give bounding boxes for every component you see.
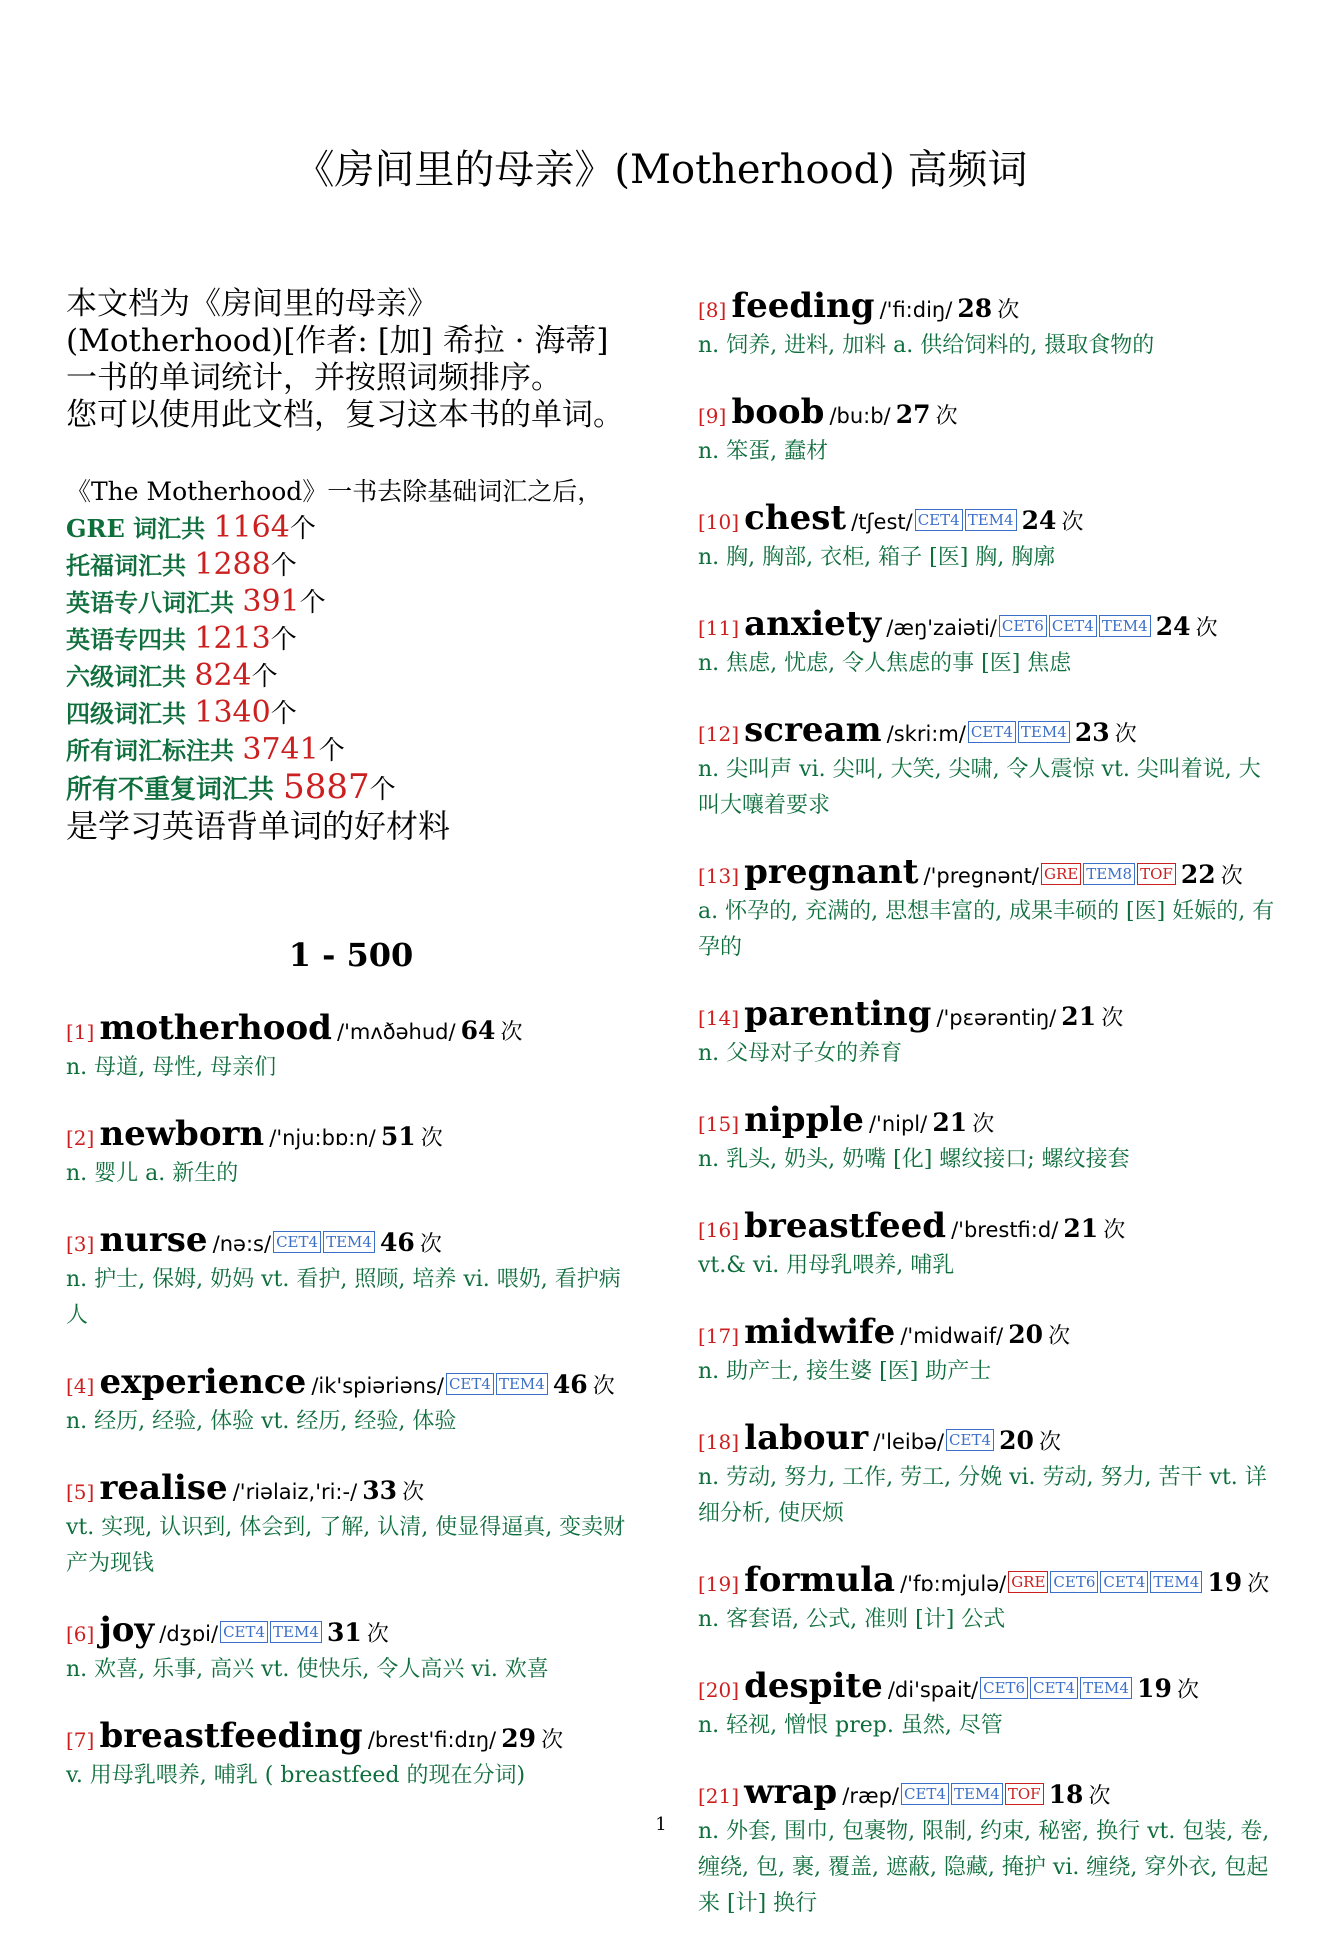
exam-tag: TEM4: [270, 1621, 322, 1643]
stats-count: 824: [194, 658, 252, 693]
entry-definition: vt. 实现, 认识到, 体会到, 了解, 认清, 使显得逼真, 变卖财产为现钱: [66, 1515, 626, 1576]
word-entry: [698, 1100, 1278, 1178]
right-column: [698, 286, 1278, 1950]
stats-label: 四级词汇: [66, 699, 162, 728]
entry-index: [17]: [698, 1324, 740, 1348]
entry-count-unit: 次: [366, 1622, 389, 1647]
exam-tag: CET4: [946, 1429, 994, 1451]
entry-word: motherhood: [99, 1008, 332, 1048]
entry-index: [5]: [66, 1480, 95, 1504]
entry-head: [698, 604, 1278, 644]
word-entry: [66, 1008, 636, 1086]
entry-definition: n. 乳头, 奶头, 奶嘴 [化] 螺纹接口; 螺纹接套: [698, 1147, 1130, 1172]
entry-head: [698, 1100, 1278, 1140]
exam-tag: TOF: [1137, 863, 1176, 885]
exam-tag: CET4: [915, 509, 963, 531]
word-entry: [698, 994, 1278, 1072]
entry-count: 19: [1137, 1674, 1172, 1703]
entry-index: [15]: [698, 1112, 740, 1136]
entry-index: [10]: [698, 510, 740, 534]
stats-count: 5887: [283, 767, 370, 807]
entry-definition: v. 用母乳喂养, 哺乳 ( breastfeed 的现在分词): [66, 1763, 526, 1788]
word-entry: [698, 286, 1278, 364]
entry-count: 51: [380, 1122, 416, 1151]
stats-unit: 个: [289, 514, 316, 544]
entry-definition: n. 轻视, 憎恨 prep. 虽然, 尽管: [698, 1713, 1003, 1738]
entry-definition: n. 胸, 胸部, 衣柜, 箱子 [医] 胸, 胸廓: [698, 545, 1056, 570]
exam-tag: GRE: [1041, 863, 1081, 885]
stats-connector: 共: [210, 588, 243, 617]
entry-phonetic: /'leibə/: [873, 1430, 945, 1454]
stats-count: 1164: [213, 510, 290, 545]
exam-tag: TEM4: [1099, 615, 1151, 637]
entry-definition: n. 焦虑, 忧虑, 令人焦虑的事 [医] 焦虑: [698, 651, 1072, 676]
intro-text: [66, 286, 636, 434]
exam-tag: GRE: [1008, 1571, 1048, 1593]
entry-index: [8]: [698, 298, 727, 322]
word-entry: [698, 392, 1278, 470]
intro-line-1: 本文档为《房间里的母亲》(Motherhood)[作者: [加] 希拉 · 海蒂] 一书的单词统计，并按照词频排序。: [66, 286, 609, 396]
entry-head: [698, 1772, 1278, 1812]
section-heading: 1 - 500: [288, 936, 414, 974]
exam-tag: CET4: [220, 1621, 268, 1643]
page-number: 1: [655, 1814, 667, 1835]
entry-word: nurse: [99, 1220, 208, 1260]
entry-phonetic: /'riəlaiz,'ri:-/: [232, 1480, 358, 1504]
stats-row: [66, 769, 636, 808]
stats-unit: 个: [369, 775, 396, 805]
entry-index: [3]: [66, 1232, 95, 1256]
exam-tag: CET4: [1049, 615, 1097, 637]
entry-word: pregnant: [744, 852, 919, 892]
exam-tag: CET4: [446, 1373, 494, 1395]
entry-word: despite: [744, 1666, 883, 1706]
entry-word: experience: [99, 1362, 307, 1402]
exam-tag: CET4: [968, 721, 1016, 743]
entry-phonetic: /di'spait/: [887, 1678, 979, 1702]
word-entry: [66, 1114, 636, 1192]
entry-index: [7]: [66, 1728, 95, 1752]
entry-index: [12]: [698, 722, 740, 746]
entry-phonetic: /bu:b/: [829, 404, 891, 428]
entry-count-unit: 次: [500, 1020, 523, 1045]
entry-word: nipple: [744, 1100, 864, 1140]
entry-phonetic: /'fi:diŋ/: [879, 298, 953, 322]
entry-count: 19: [1207, 1568, 1243, 1597]
entry-head: [66, 1716, 636, 1756]
entry-word: joy: [99, 1610, 155, 1650]
word-entry: [66, 1362, 636, 1440]
entry-phonetic: /ik'spiəriəns/: [311, 1374, 444, 1398]
entry-index: [21]: [698, 1784, 740, 1808]
stats-count: 1340: [194, 695, 271, 730]
entry-head: [66, 1468, 636, 1508]
word-entry: [66, 1468, 636, 1582]
word-entry: [698, 852, 1278, 966]
entry-phonetic: /nə:s/: [212, 1232, 272, 1256]
entry-count: 23: [1074, 718, 1110, 747]
entry-count: 31: [327, 1618, 362, 1647]
stats-unit: 个: [251, 662, 278, 692]
stats-unit: 个: [270, 551, 297, 581]
entry-word: realise: [99, 1468, 228, 1508]
entry-phonetic: /'fɒ:mjulə/: [900, 1572, 1007, 1596]
entry-definition: n. 客套语, 公式, 准则 [计] 公式: [698, 1607, 1006, 1632]
entry-index: [9]: [698, 404, 727, 428]
entry-count-unit: 次: [1220, 864, 1243, 889]
entry-head: [66, 1114, 636, 1154]
entry-definition: vt.& vi. 用母乳喂养, 哺乳: [698, 1253, 955, 1278]
word-entry: [66, 1610, 636, 1688]
stats-label: 所有词汇标注: [66, 736, 210, 765]
stats-row: [66, 584, 636, 621]
entry-definition: n. 助产士, 接生婆 [医] 助产士: [698, 1359, 992, 1384]
entry-phonetic: /dʒɒi/: [159, 1622, 219, 1646]
entry-head: [698, 498, 1278, 538]
entry-head: [698, 1312, 1278, 1352]
exam-tag: TEM4: [951, 1783, 1003, 1805]
stats-label: 英语专四: [66, 625, 162, 654]
entry-count: 64: [460, 1016, 496, 1045]
entry-count-unit: 次: [1103, 1218, 1126, 1243]
word-entry: [698, 1666, 1278, 1744]
entry-count: 18: [1048, 1780, 1084, 1809]
word-entry: [66, 1220, 636, 1334]
entry-definition: n. 尖叫声 vi. 尖叫, 大笑, 尖啸, 令人震惊 vt. 尖叫着说, 大叫大嚷着要求: [698, 757, 1261, 818]
entry-count: 20: [999, 1426, 1034, 1455]
stats-label: 英语专八词汇: [66, 588, 210, 617]
stats-label: 所有不重复词汇: [66, 775, 249, 805]
exam-tag: TEM4: [1018, 721, 1070, 743]
exam-tag: CET6: [980, 1677, 1028, 1699]
stats-row: [66, 658, 636, 695]
stats-row: [66, 732, 636, 769]
entry-definition: a. 怀孕的, 充满的, 思想丰富的, 成果丰硕的 [医] 妊娠的, 有孕的: [698, 899, 1275, 960]
entry-head: [698, 852, 1278, 892]
exam-tag: TEM4: [1150, 1571, 1202, 1593]
entry-phonetic: /ræp/: [842, 1784, 899, 1808]
stats-connector: 共: [162, 551, 195, 580]
word-list-right: [698, 286, 1278, 1922]
stats-connector: 共: [162, 625, 195, 654]
page-title: 《房间里的母亲》(Motherhood) 高频词: [294, 147, 1028, 193]
entry-phonetic: /'pregnənt/: [923, 864, 1039, 888]
entry-word: parenting: [744, 994, 932, 1034]
entry-word: wrap: [744, 1772, 838, 1812]
word-entry: [698, 1772, 1278, 1922]
entry-count: 29: [501, 1724, 536, 1753]
entry-phonetic: /brest'fi:dɪŋ/: [367, 1728, 497, 1752]
entry-count: 20: [1008, 1320, 1044, 1349]
entry-phonetic: /'mʌðəhud/: [337, 1020, 456, 1044]
entry-count-unit: 次: [1114, 722, 1137, 747]
entry-count: 28: [957, 294, 993, 323]
word-list-left: [66, 1008, 636, 1794]
entry-head: [66, 1362, 636, 1402]
entry-head: [698, 1206, 1278, 1246]
entry-phonetic: /'midwaif/: [900, 1324, 1004, 1348]
entry-count: 24: [1155, 612, 1191, 641]
entry-word: feeding: [731, 286, 875, 326]
stats-connector: 共: [162, 662, 195, 691]
stats-connector: 共: [248, 775, 284, 805]
entry-word: scream: [744, 710, 882, 750]
stats-count: 1213: [194, 621, 271, 656]
entry-count: 33: [362, 1476, 398, 1505]
entry-word: midwife: [744, 1312, 896, 1352]
entry-phonetic: /'nju:bɒ:n/: [269, 1126, 376, 1150]
entry-word: formula: [744, 1560, 896, 1600]
entry-count-unit: 次: [1176, 1678, 1199, 1703]
entry-count-unit: 次: [972, 1112, 995, 1137]
entry-index: [19]: [698, 1572, 740, 1596]
word-entry: [698, 1206, 1278, 1284]
exam-tag: TEM4: [965, 509, 1017, 531]
word-entry: [698, 498, 1278, 576]
entry-definition: n. 笨蛋, 蠢材: [698, 439, 829, 464]
entry-count-unit: 次: [592, 1374, 615, 1399]
stats-row: [66, 510, 636, 547]
entry-index: [11]: [698, 616, 740, 640]
entry-index: [6]: [66, 1622, 95, 1646]
stats-connector: 共: [162, 699, 195, 728]
stats-connector: 共: [181, 514, 214, 543]
exam-tag: CET4: [901, 1783, 949, 1805]
entry-count-unit: 次: [1048, 1324, 1071, 1349]
exam-tag: CET4: [1100, 1571, 1148, 1593]
entry-index: [4]: [66, 1374, 95, 1398]
entry-index: [1]: [66, 1020, 95, 1044]
exam-tag: TEM8: [1083, 863, 1135, 885]
entry-word: boob: [731, 392, 825, 432]
intro-line-2: 您可以使用此文档，复习这本书的单词。: [66, 397, 624, 433]
exam-tag: TEM4: [1080, 1677, 1132, 1699]
entry-count: 21: [1063, 1214, 1099, 1243]
entry-phonetic: /'brestfi:d/: [951, 1218, 1059, 1242]
stats-count: 1288: [194, 547, 271, 582]
stats-unit: 个: [318, 736, 345, 766]
stats-row: [66, 695, 636, 732]
stats-row: [66, 547, 636, 584]
entry-count-unit: 次: [1101, 1006, 1124, 1031]
entry-phonetic: /skri:m/: [886, 722, 966, 746]
entry-head: [698, 392, 1278, 432]
entry-head: [698, 1666, 1278, 1706]
entry-count: 21: [932, 1108, 968, 1137]
stats-label: GRE 词汇: [66, 514, 182, 543]
entry-count-unit: 次: [1061, 510, 1084, 535]
stats-unit: 个: [299, 588, 326, 618]
entry-phonetic: /æŋ'zaiəti/: [886, 616, 997, 640]
left-column: [66, 286, 636, 1822]
entry-definition: n. 经历, 经验, 体验 vt. 经历, 经验, 体验: [66, 1409, 457, 1434]
entry-count: 24: [1021, 506, 1057, 535]
entry-index: [18]: [698, 1430, 740, 1454]
entry-count-unit: 次: [1195, 616, 1218, 641]
exam-tag: CET4: [273, 1231, 321, 1253]
entry-head: [698, 286, 1278, 326]
entry-head: [698, 710, 1278, 750]
stats-unit: 个: [270, 699, 297, 729]
word-entry: [66, 1716, 636, 1794]
entry-definition: n. 外套, 围巾, 包裹物, 限制, 约束, 秘密, 换行 vt. 包装, 卷, 缠绕, 包, 裹, 覆盖, 遮蔽, 隐藏, 掩护 vi. 缠绕, 穿外衣, 包起来 [计] 换行: [698, 1819, 1270, 1916]
exam-tag: TEM4: [496, 1373, 548, 1395]
word-entry: [698, 710, 1278, 824]
stats-row: [66, 621, 636, 658]
exam-tag: CET6: [1050, 1571, 1098, 1593]
stats-label: 托福词汇: [66, 551, 162, 580]
entry-definition: n. 护士, 保姆, 奶妈 vt. 看护, 照顾, 培养 vi. 喂奶, 看护病人: [66, 1267, 621, 1328]
word-entry: [698, 604, 1278, 682]
exam-tag: TEM4: [323, 1231, 375, 1253]
entry-count: 21: [1061, 1002, 1097, 1031]
stats-tail: 是学习英语背单词的好材料: [66, 807, 451, 845]
stats-count: 3741: [242, 732, 319, 767]
exam-tag: TOF: [1005, 1783, 1044, 1805]
entry-definition: n. 饲养, 进料, 加料 a. 供给饲料的, 摄取食物的: [698, 333, 1155, 358]
vocab-stats: [66, 474, 636, 844]
entry-index: [2]: [66, 1126, 95, 1150]
entry-index: [16]: [698, 1218, 740, 1242]
entry-word: anxiety: [744, 604, 882, 644]
entry-count: 46: [380, 1228, 415, 1257]
exam-tag: CET6: [999, 615, 1047, 637]
entry-count-unit: 次: [1247, 1572, 1270, 1597]
entry-head: [66, 1008, 636, 1048]
entry-index: [20]: [698, 1678, 740, 1702]
word-entry: [698, 1418, 1278, 1532]
entry-head: [66, 1610, 636, 1650]
stats-unit: 个: [270, 625, 297, 655]
entry-index: [14]: [698, 1006, 740, 1030]
entry-phonetic: /'pɛərəntiŋ/: [936, 1006, 1057, 1030]
entry-count-unit: 次: [420, 1126, 443, 1151]
entry-definition: n. 母道, 母性, 母亲们: [66, 1055, 277, 1080]
entry-definition: n. 婴儿 a. 新生的: [66, 1161, 239, 1186]
entry-head: [698, 994, 1278, 1034]
entry-count-unit: 次: [541, 1728, 564, 1753]
entry-count-unit: 次: [419, 1232, 442, 1257]
entry-definition: n. 劳动, 努力, 工作, 劳工, 分娩 vi. 劳动, 努力, 苦干 vt. 详细分析, 使厌烦: [698, 1465, 1267, 1526]
entry-word: newborn: [99, 1114, 265, 1154]
word-entry: [698, 1312, 1278, 1390]
entry-count: 46: [552, 1370, 588, 1399]
entry-phonetic: /'nipl/: [868, 1112, 928, 1136]
entry-count-unit: 次: [1039, 1430, 1062, 1455]
entry-word: breastfeeding: [99, 1716, 363, 1756]
word-entry: [698, 1560, 1278, 1638]
entry-definition: n. 父母对子女的养育: [698, 1041, 903, 1066]
entry-word: chest: [744, 498, 847, 538]
entry-count: 22: [1180, 860, 1216, 889]
stats-connector: 共: [210, 736, 243, 765]
entry-phonetic: /tʃest/: [851, 510, 913, 534]
stats-lead: 《The Motherhood》一书去除基础词汇之后，: [66, 477, 603, 506]
entry-count-unit: 次: [997, 298, 1020, 323]
entry-definition: n. 欢喜, 乐事, 高兴 vt. 使快乐, 令人高兴 vi. 欢喜: [66, 1657, 549, 1682]
entry-word: labour: [744, 1418, 869, 1458]
entry-head: [698, 1418, 1278, 1458]
exam-tag: CET4: [1030, 1677, 1078, 1699]
entry-word: breastfeed: [744, 1206, 947, 1246]
entry-index: [13]: [698, 864, 740, 888]
entry-count-unit: 次: [402, 1480, 425, 1505]
stats-count: 391: [242, 584, 300, 619]
entry-count-unit: 次: [935, 404, 958, 429]
entry-count: 27: [895, 400, 931, 429]
entry-head: [698, 1560, 1278, 1600]
stats-label: 六级词汇: [66, 662, 162, 691]
entry-count-unit: 次: [1088, 1784, 1111, 1809]
entry-head: [66, 1220, 636, 1260]
